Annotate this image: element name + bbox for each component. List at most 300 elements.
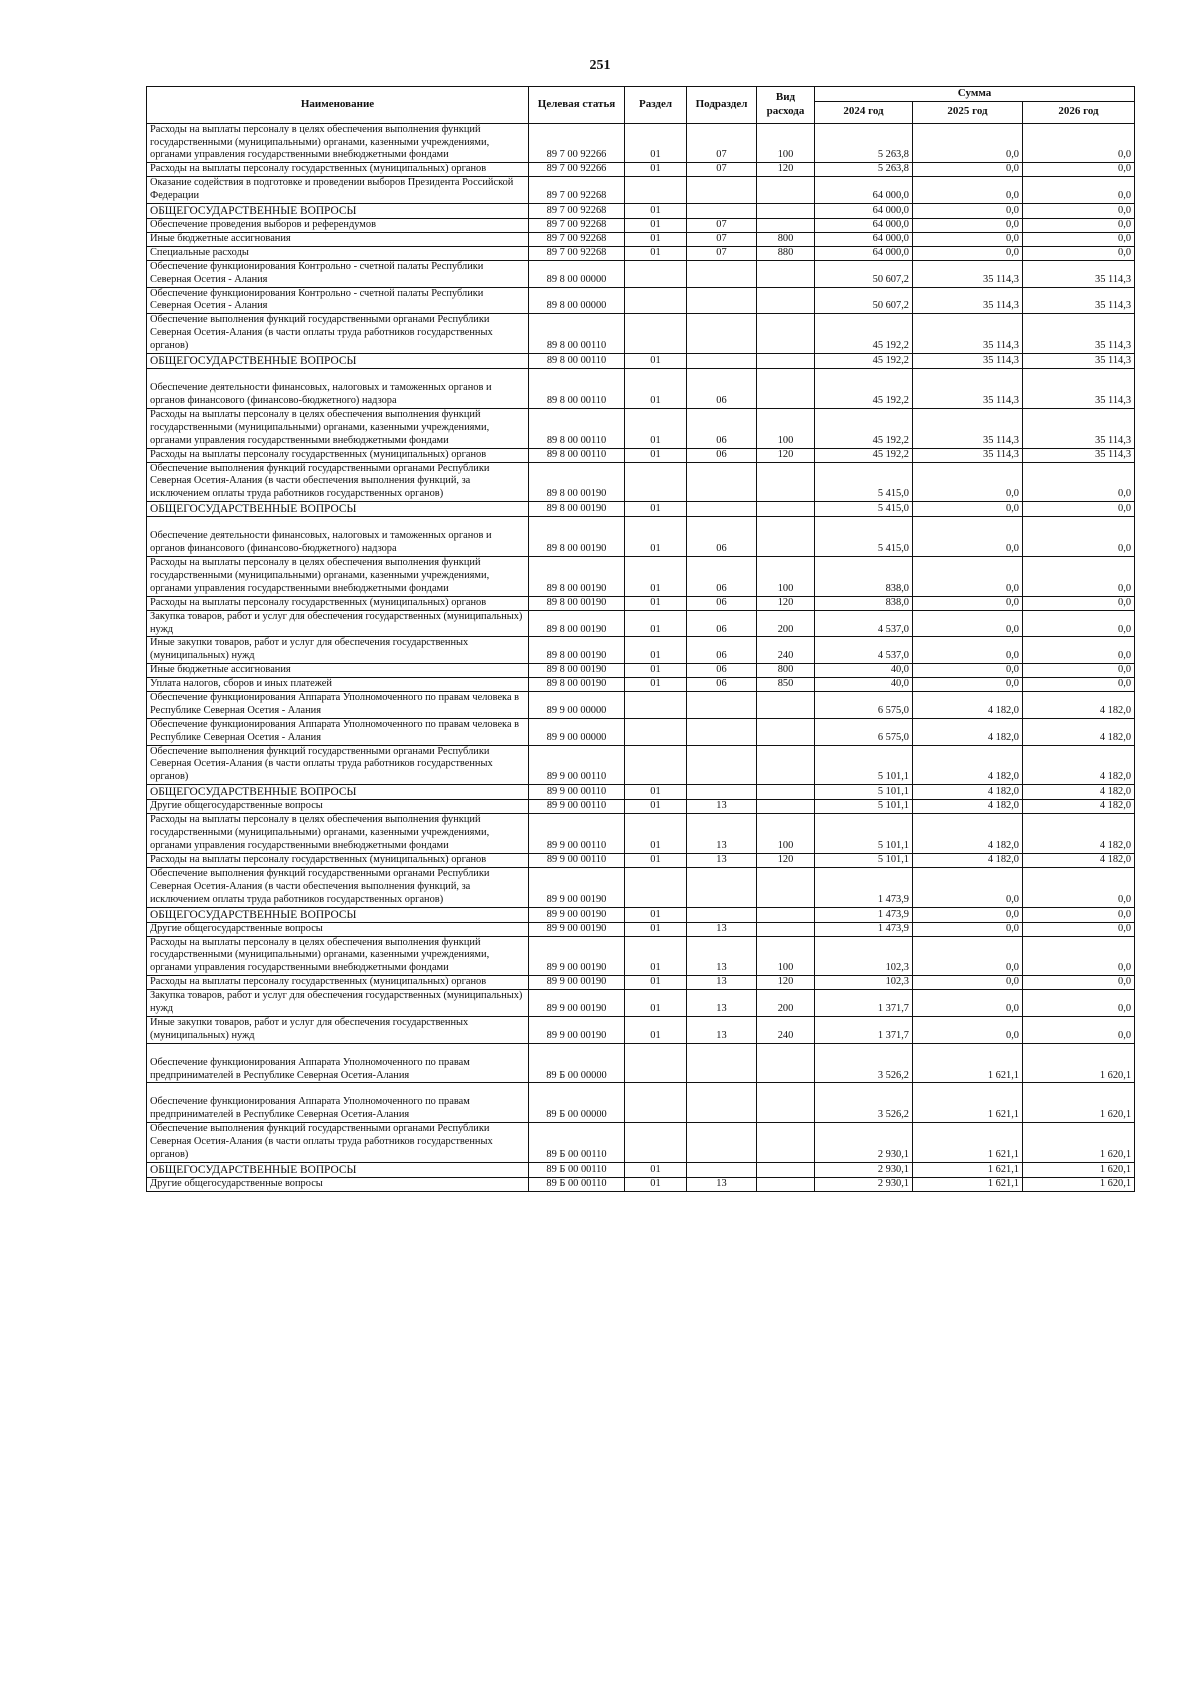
row-section: 01 xyxy=(625,1178,687,1192)
row-target-code: 89 7 00 92266 xyxy=(529,163,625,177)
header-sum: Сумма xyxy=(815,87,1135,102)
row-name: Уплата налогов, сборов и иных платежей xyxy=(147,678,529,692)
row-expense-type: 100 xyxy=(757,123,815,163)
table-row xyxy=(147,785,1135,800)
row-subsection xyxy=(687,1043,757,1083)
row-sum-2026: 0,0 xyxy=(1023,664,1135,678)
row-section: 01 xyxy=(625,369,687,409)
row-section: 01 xyxy=(625,976,687,990)
row-sum-2024: 6 575,0 xyxy=(815,718,913,745)
header-name: Наименование xyxy=(147,87,529,124)
row-sum-2025: 0,0 xyxy=(913,517,1023,557)
row-target-code: 89 8 00 00000 xyxy=(529,287,625,314)
row-subsection xyxy=(687,1162,757,1177)
row-name: Иные бюджетные ассигнования xyxy=(147,233,529,247)
row-subsection: 06 xyxy=(687,678,757,692)
row-name: Расходы на выплаты персоналу в целях обеспечения выполнения функций государственными (муниципальными) органами, казенными учреждениями, органами управления государственными внебюджетными фондами xyxy=(147,936,529,976)
row-expense-type: 100 xyxy=(757,814,815,854)
row-expense-type: 200 xyxy=(757,610,815,637)
row-expense-type xyxy=(757,354,815,369)
row-expense-type xyxy=(757,745,815,785)
header-subsection: Подраздел xyxy=(687,87,757,124)
row-sum-2024: 5 101,1 xyxy=(815,785,913,800)
row-name: Расходы на выплаты персоналу государственных (муниципальных) органов xyxy=(147,853,529,867)
row-target-code: 89 9 00 00000 xyxy=(529,718,625,745)
table-row xyxy=(147,922,1135,936)
row-sum-2026: 0,0 xyxy=(1023,246,1135,260)
row-sum-2024: 64 000,0 xyxy=(815,203,913,218)
row-section xyxy=(625,287,687,314)
row-sum-2024: 45 192,2 xyxy=(815,448,913,462)
table-row xyxy=(147,163,1135,177)
row-sum-2025: 4 182,0 xyxy=(913,814,1023,854)
row-target-code: 89 9 00 00190 xyxy=(529,936,625,976)
row-sum-2024: 2 930,1 xyxy=(815,1178,913,1192)
row-expense-type xyxy=(757,922,815,936)
table-row xyxy=(147,1043,1135,1083)
table-row xyxy=(147,287,1135,314)
row-name: Другие общегосударственные вопросы xyxy=(147,1178,529,1192)
table-body xyxy=(147,123,1135,1191)
row-expense-type xyxy=(757,502,815,517)
row-subsection: 13 xyxy=(687,922,757,936)
row-sum-2024: 64 000,0 xyxy=(815,177,913,204)
row-sum-2025: 0,0 xyxy=(913,233,1023,247)
row-sum-2026: 0,0 xyxy=(1023,610,1135,637)
table-row xyxy=(147,448,1135,462)
row-sum-2026: 1 620,1 xyxy=(1023,1123,1135,1163)
row-subsection xyxy=(687,907,757,922)
row-subsection xyxy=(687,1083,757,1123)
row-sum-2025: 1 621,1 xyxy=(913,1162,1023,1177)
row-sum-2026: 1 620,1 xyxy=(1023,1043,1135,1083)
row-expense-type xyxy=(757,692,815,719)
row-sum-2024: 50 607,2 xyxy=(815,260,913,287)
row-target-code: 89 8 00 00190 xyxy=(529,462,625,502)
row-name: Закупка товаров, работ и услуг для обеспечения государственных (муниципальных) нужд xyxy=(147,610,529,637)
row-section: 01 xyxy=(625,246,687,260)
row-sum-2024: 838,0 xyxy=(815,596,913,610)
row-target-code: 89 7 00 92268 xyxy=(529,177,625,204)
row-sum-2026: 0,0 xyxy=(1023,976,1135,990)
row-section: 01 xyxy=(625,203,687,218)
row-sum-2024: 1 371,7 xyxy=(815,990,913,1017)
row-name: Расходы на выплаты персоналу в целях обеспечения выполнения функций государственными (муниципальными) органами, казенными учреждениями, органами управления государственными внебюджетными фондами xyxy=(147,408,529,448)
row-expense-type: 120 xyxy=(757,596,815,610)
row-sum-2025: 0,0 xyxy=(913,123,1023,163)
row-target-code: 89 9 00 00110 xyxy=(529,814,625,854)
row-name: Обеспечение выполнения функций государственными органами Республики Северная Осетия-Алания (в части обеспечения выполнения функций, за исключением оплаты труда работников государственных органов) xyxy=(147,462,529,502)
table-row xyxy=(147,177,1135,204)
row-subsection: 07 xyxy=(687,219,757,233)
row-name: Специальные расходы xyxy=(147,246,529,260)
row-sum-2026: 0,0 xyxy=(1023,596,1135,610)
table-row xyxy=(147,867,1135,907)
row-sum-2026: 0,0 xyxy=(1023,557,1135,597)
row-sum-2025: 0,0 xyxy=(913,557,1023,597)
row-sum-2024: 838,0 xyxy=(815,557,913,597)
row-name: ОБЩЕГОСУДАРСТВЕННЫЕ ВОПРОСЫ xyxy=(147,502,529,517)
row-sum-2026: 0,0 xyxy=(1023,502,1135,517)
row-target-code: 89 8 00 00190 xyxy=(529,557,625,597)
row-section: 01 xyxy=(625,907,687,922)
table-row xyxy=(147,1016,1135,1043)
row-subsection xyxy=(687,718,757,745)
row-target-code: 89 Б 00 00000 xyxy=(529,1083,625,1123)
row-subsection xyxy=(687,177,757,204)
row-section: 01 xyxy=(625,990,687,1017)
row-sum-2025: 0,0 xyxy=(913,990,1023,1017)
row-section: 01 xyxy=(625,219,687,233)
table-row xyxy=(147,1083,1135,1123)
row-section xyxy=(625,745,687,785)
row-section: 01 xyxy=(625,814,687,854)
row-target-code: 89 9 00 00190 xyxy=(529,1016,625,1043)
row-section xyxy=(625,1083,687,1123)
row-sum-2026: 4 182,0 xyxy=(1023,800,1135,814)
row-name: Расходы на выплаты персоналу в целях обеспечения выполнения функций государственными (муниципальными) органами, казенными учреждениями, органами управления государственными внебюджетными фондами xyxy=(147,123,529,163)
row-subsection: 07 xyxy=(687,233,757,247)
header-code: Целевая статья xyxy=(529,87,625,124)
row-sum-2025: 35 114,3 xyxy=(913,408,1023,448)
row-section: 01 xyxy=(625,557,687,597)
row-target-code: 89 7 00 92268 xyxy=(529,203,625,218)
row-sum-2026: 0,0 xyxy=(1023,907,1135,922)
row-subsection xyxy=(687,745,757,785)
table-row xyxy=(147,800,1135,814)
row-sum-2026: 35 114,3 xyxy=(1023,260,1135,287)
row-sum-2024: 5 415,0 xyxy=(815,462,913,502)
row-expense-type xyxy=(757,287,815,314)
row-subsection: 06 xyxy=(687,448,757,462)
row-target-code: 89 7 00 92266 xyxy=(529,123,625,163)
row-sum-2025: 35 114,3 xyxy=(913,369,1023,409)
row-expense-type: 100 xyxy=(757,408,815,448)
header-2025: 2025 год xyxy=(913,101,1023,123)
table-row xyxy=(147,596,1135,610)
row-expense-type: 120 xyxy=(757,163,815,177)
row-sum-2024: 4 537,0 xyxy=(815,637,913,664)
row-expense-type xyxy=(757,907,815,922)
row-sum-2026: 4 182,0 xyxy=(1023,718,1135,745)
row-subsection: 07 xyxy=(687,163,757,177)
row-sum-2026: 0,0 xyxy=(1023,1016,1135,1043)
row-sum-2025: 35 114,3 xyxy=(913,448,1023,462)
row-subsection: 13 xyxy=(687,853,757,867)
row-sum-2026: 0,0 xyxy=(1023,123,1135,163)
row-section: 01 xyxy=(625,678,687,692)
row-name: Расходы на выплаты персоналу государственных (муниципальных) органов xyxy=(147,448,529,462)
row-target-code: 89 8 00 00190 xyxy=(529,637,625,664)
row-target-code: 89 8 00 00190 xyxy=(529,664,625,678)
row-sum-2026: 0,0 xyxy=(1023,637,1135,664)
row-sum-2024: 3 526,2 xyxy=(815,1043,913,1083)
row-name: Обеспечение функционирования Аппарата Уполномоченного по правам человека в Республике Северная Осетия - Алания xyxy=(147,692,529,719)
row-sum-2024: 1 371,7 xyxy=(815,1016,913,1043)
row-expense-type: 120 xyxy=(757,853,815,867)
row-expense-type: 800 xyxy=(757,233,815,247)
row-sum-2026: 0,0 xyxy=(1023,517,1135,557)
row-target-code: 89 9 00 00190 xyxy=(529,922,625,936)
table-row xyxy=(147,246,1135,260)
row-sum-2026: 0,0 xyxy=(1023,936,1135,976)
row-subsection: 13 xyxy=(687,1178,757,1192)
row-expense-type xyxy=(757,314,815,354)
row-target-code: 89 8 00 00190 xyxy=(529,678,625,692)
row-sum-2024: 102,3 xyxy=(815,976,913,990)
header-section: Раздел xyxy=(625,87,687,124)
table-row xyxy=(147,502,1135,517)
row-sum-2025: 0,0 xyxy=(913,163,1023,177)
row-name: Обеспечение функционирования Аппарата Уполномоченного по правам предпринимателей в Республике Северная Осетия-Алания xyxy=(147,1083,529,1123)
row-name: Обеспечение функционирования Контрольно - счетной палаты Республики Северная Осетия - Алания xyxy=(147,260,529,287)
row-name: Обеспечение проведения выборов и референдумов xyxy=(147,219,529,233)
row-sum-2024: 5 101,1 xyxy=(815,745,913,785)
row-sum-2026: 35 114,3 xyxy=(1023,408,1135,448)
row-name: Обеспечение выполнения функций государственными органами Республики Северная Осетия-Алания (в части оплаты труда работников государственных органов) xyxy=(147,314,529,354)
row-target-code: 89 9 00 00110 xyxy=(529,853,625,867)
row-sum-2025: 35 114,3 xyxy=(913,260,1023,287)
row-sum-2024: 45 192,2 xyxy=(815,354,913,369)
row-sum-2026: 35 114,3 xyxy=(1023,314,1135,354)
row-section xyxy=(625,260,687,287)
table-row xyxy=(147,1178,1135,1192)
row-sum-2024: 5 263,8 xyxy=(815,163,913,177)
row-sum-2026: 4 182,0 xyxy=(1023,853,1135,867)
row-sum-2026: 1 620,1 xyxy=(1023,1178,1135,1192)
row-sum-2025: 0,0 xyxy=(913,203,1023,218)
table-row xyxy=(147,1123,1135,1163)
row-sum-2025: 4 182,0 xyxy=(913,800,1023,814)
row-sum-2025: 4 182,0 xyxy=(913,692,1023,719)
row-sum-2024: 5 101,1 xyxy=(815,814,913,854)
row-sum-2024: 2 930,1 xyxy=(815,1162,913,1177)
header-expense-type: Вид расхода xyxy=(757,87,815,124)
row-subsection: 13 xyxy=(687,1016,757,1043)
row-expense-type xyxy=(757,718,815,745)
row-subsection: 13 xyxy=(687,800,757,814)
row-subsection: 06 xyxy=(687,408,757,448)
row-sum-2025: 1 621,1 xyxy=(913,1178,1023,1192)
row-expense-type xyxy=(757,1178,815,1192)
row-sum-2026: 4 182,0 xyxy=(1023,785,1135,800)
row-subsection: 13 xyxy=(687,936,757,976)
row-sum-2024: 1 473,9 xyxy=(815,922,913,936)
table-row xyxy=(147,990,1135,1017)
row-sum-2025: 4 182,0 xyxy=(913,718,1023,745)
row-name: Расходы на выплаты персоналу государственных (муниципальных) органов xyxy=(147,596,529,610)
row-sum-2024: 5 101,1 xyxy=(815,853,913,867)
row-sum-2025: 4 182,0 xyxy=(913,785,1023,800)
row-target-code: 89 Б 00 00110 xyxy=(529,1123,625,1163)
table-row xyxy=(147,123,1135,163)
row-subsection: 13 xyxy=(687,814,757,854)
row-target-code: 89 9 00 00110 xyxy=(529,785,625,800)
row-sum-2026: 0,0 xyxy=(1023,163,1135,177)
row-target-code: 89 8 00 00190 xyxy=(529,502,625,517)
row-expense-type xyxy=(757,219,815,233)
row-name: Расходы на выплаты персоналу государственных (муниципальных) органов xyxy=(147,163,529,177)
row-section: 01 xyxy=(625,800,687,814)
row-sum-2024: 2 930,1 xyxy=(815,1123,913,1163)
row-sum-2025: 0,0 xyxy=(913,936,1023,976)
row-sum-2024: 40,0 xyxy=(815,664,913,678)
row-expense-type: 880 xyxy=(757,246,815,260)
row-sum-2024: 1 473,9 xyxy=(815,867,913,907)
row-subsection xyxy=(687,314,757,354)
row-sum-2026: 0,0 xyxy=(1023,922,1135,936)
row-section xyxy=(625,692,687,719)
row-target-code: 89 8 00 00110 xyxy=(529,448,625,462)
row-sum-2024: 5 415,0 xyxy=(815,517,913,557)
row-target-code: 89 8 00 00110 xyxy=(529,408,625,448)
row-name: ОБЩЕГОСУДАРСТВЕННЫЕ ВОПРОСЫ xyxy=(147,1162,529,1177)
row-section: 01 xyxy=(625,163,687,177)
row-sum-2024: 45 192,2 xyxy=(815,408,913,448)
row-subsection xyxy=(687,867,757,907)
row-name: Закупка товаров, работ и услуг для обеспечения государственных (муниципальных) нужд xyxy=(147,990,529,1017)
row-sum-2024: 6 575,0 xyxy=(815,692,913,719)
row-subsection: 06 xyxy=(687,596,757,610)
row-section: 01 xyxy=(625,785,687,800)
row-target-code: 89 9 00 00000 xyxy=(529,692,625,719)
row-sum-2026: 0,0 xyxy=(1023,177,1135,204)
row-expense-type xyxy=(757,785,815,800)
row-name: Обеспечение функционирования Контрольно - счетной палаты Республики Северная Осетия - Алания xyxy=(147,287,529,314)
row-subsection: 07 xyxy=(687,246,757,260)
table-row xyxy=(147,664,1135,678)
row-sum-2026: 0,0 xyxy=(1023,678,1135,692)
row-target-code: 89 9 00 00190 xyxy=(529,907,625,922)
row-target-code: 89 8 00 00190 xyxy=(529,596,625,610)
row-section xyxy=(625,1123,687,1163)
row-name: Расходы на выплаты персоналу в целях обеспечения выполнения функций государственными (муниципальными) органами, казенными учреждениями, органами управления государственными внебюджетными фондами xyxy=(147,814,529,854)
row-target-code: 89 9 00 00190 xyxy=(529,867,625,907)
row-sum-2025: 0,0 xyxy=(913,637,1023,664)
row-expense-type: 100 xyxy=(757,936,815,976)
row-target-code: 89 7 00 92268 xyxy=(529,233,625,247)
table-header xyxy=(147,87,1135,124)
row-section xyxy=(625,314,687,354)
row-subsection: 06 xyxy=(687,637,757,664)
row-expense-type xyxy=(757,462,815,502)
row-target-code: 89 9 00 00190 xyxy=(529,976,625,990)
row-name: Обеспечение выполнения функций государственными органами Республики Северная Осетия-Алания (в части оплаты труда работников государственных органов) xyxy=(147,745,529,785)
row-sum-2025: 0,0 xyxy=(913,907,1023,922)
row-target-code: 89 Б 00 00110 xyxy=(529,1178,625,1192)
row-target-code: 89 8 00 00110 xyxy=(529,314,625,354)
row-subsection: 06 xyxy=(687,610,757,637)
row-subsection xyxy=(687,287,757,314)
row-target-code: 89 Б 00 00110 xyxy=(529,1162,625,1177)
row-sum-2024: 5 415,0 xyxy=(815,502,913,517)
row-sum-2024: 5 101,1 xyxy=(815,800,913,814)
row-sum-2025: 0,0 xyxy=(913,610,1023,637)
row-name: Расходы на выплаты персоналу государственных (муниципальных) органов xyxy=(147,976,529,990)
row-section: 01 xyxy=(625,1016,687,1043)
row-target-code: 89 8 00 00190 xyxy=(529,610,625,637)
row-sum-2025: 0,0 xyxy=(913,177,1023,204)
row-sum-2026: 4 182,0 xyxy=(1023,814,1135,854)
row-expense-type xyxy=(757,800,815,814)
row-section xyxy=(625,867,687,907)
row-name: Расходы на выплаты персоналу в целях обеспечения выполнения функций государственными (муниципальными) органами, казенными учреждениями, органами управления государственными внебюджетными фондами xyxy=(147,557,529,597)
row-expense-type xyxy=(757,260,815,287)
row-sum-2025: 0,0 xyxy=(913,664,1023,678)
row-sum-2025: 0,0 xyxy=(913,976,1023,990)
budget-table xyxy=(146,86,1135,1192)
row-subsection xyxy=(687,354,757,369)
row-name: Другие общегосударственные вопросы xyxy=(147,922,529,936)
row-sum-2026: 0,0 xyxy=(1023,990,1135,1017)
table-row xyxy=(147,219,1135,233)
row-subsection xyxy=(687,502,757,517)
row-subsection: 07 xyxy=(687,123,757,163)
row-name: Обеспечение функционирования Аппарата Уполномоченного по правам человека в Республике Северная Осетия - Алания xyxy=(147,718,529,745)
row-sum-2025: 1 621,1 xyxy=(913,1043,1023,1083)
row-sum-2025: 35 114,3 xyxy=(913,354,1023,369)
row-expense-type xyxy=(757,177,815,204)
row-expense-type: 800 xyxy=(757,664,815,678)
row-sum-2025: 0,0 xyxy=(913,678,1023,692)
row-sum-2025: 35 114,3 xyxy=(913,314,1023,354)
table-row xyxy=(147,907,1135,922)
row-section: 01 xyxy=(625,408,687,448)
row-sum-2025: 0,0 xyxy=(913,867,1023,907)
row-sum-2026: 35 114,3 xyxy=(1023,369,1135,409)
row-name: Обеспечение деятельности финансовых, налоговых и таможенных органов и органов финансового (финансово-бюджетного) надзора xyxy=(147,369,529,409)
table-row xyxy=(147,203,1135,218)
row-name: ОБЩЕГОСУДАРСТВЕННЫЕ ВОПРОСЫ xyxy=(147,203,529,218)
row-sum-2026: 4 182,0 xyxy=(1023,692,1135,719)
row-sum-2026: 0,0 xyxy=(1023,219,1135,233)
row-name: Иные закупки товаров, работ и услуг для обеспечения государственных (муниципальных) нужд xyxy=(147,1016,529,1043)
row-section: 01 xyxy=(625,448,687,462)
table-row xyxy=(147,637,1135,664)
table-row xyxy=(147,354,1135,369)
row-section: 01 xyxy=(625,354,687,369)
row-target-code: 89 7 00 92268 xyxy=(529,219,625,233)
row-subsection: 06 xyxy=(687,369,757,409)
row-target-code: 89 7 00 92268 xyxy=(529,246,625,260)
row-name: ОБЩЕГОСУДАРСТВЕННЫЕ ВОПРОСЫ xyxy=(147,354,529,369)
row-subsection xyxy=(687,203,757,218)
row-expense-type xyxy=(757,369,815,409)
row-subsection: 06 xyxy=(687,557,757,597)
row-name: Иные бюджетные ассигнования xyxy=(147,664,529,678)
row-sum-2026: 1 620,1 xyxy=(1023,1083,1135,1123)
row-section xyxy=(625,462,687,502)
row-sum-2024: 40,0 xyxy=(815,678,913,692)
row-sum-2025: 0,0 xyxy=(913,596,1023,610)
table-row xyxy=(147,853,1135,867)
row-sum-2026: 35 114,3 xyxy=(1023,354,1135,369)
row-name: Другие общегосударственные вопросы xyxy=(147,800,529,814)
row-section: 01 xyxy=(625,123,687,163)
header-2026: 2026 год xyxy=(1023,101,1135,123)
row-subsection xyxy=(687,1123,757,1163)
header-2024: 2024 год xyxy=(815,101,913,123)
row-sum-2026: 0,0 xyxy=(1023,867,1135,907)
row-sum-2025: 4 182,0 xyxy=(913,853,1023,867)
row-sum-2024: 64 000,0 xyxy=(815,219,913,233)
row-section: 01 xyxy=(625,664,687,678)
row-subsection: 06 xyxy=(687,517,757,557)
row-name: Обеспечение выполнения функций государственными органами Республики Северная Осетия-Алания (в части обеспечения выполнения функций, за исключением оплаты труда работников государственных органов) xyxy=(147,867,529,907)
row-sum-2024: 45 192,2 xyxy=(815,314,913,354)
row-sum-2025: 0,0 xyxy=(913,922,1023,936)
row-sum-2025: 1 621,1 xyxy=(913,1083,1023,1123)
